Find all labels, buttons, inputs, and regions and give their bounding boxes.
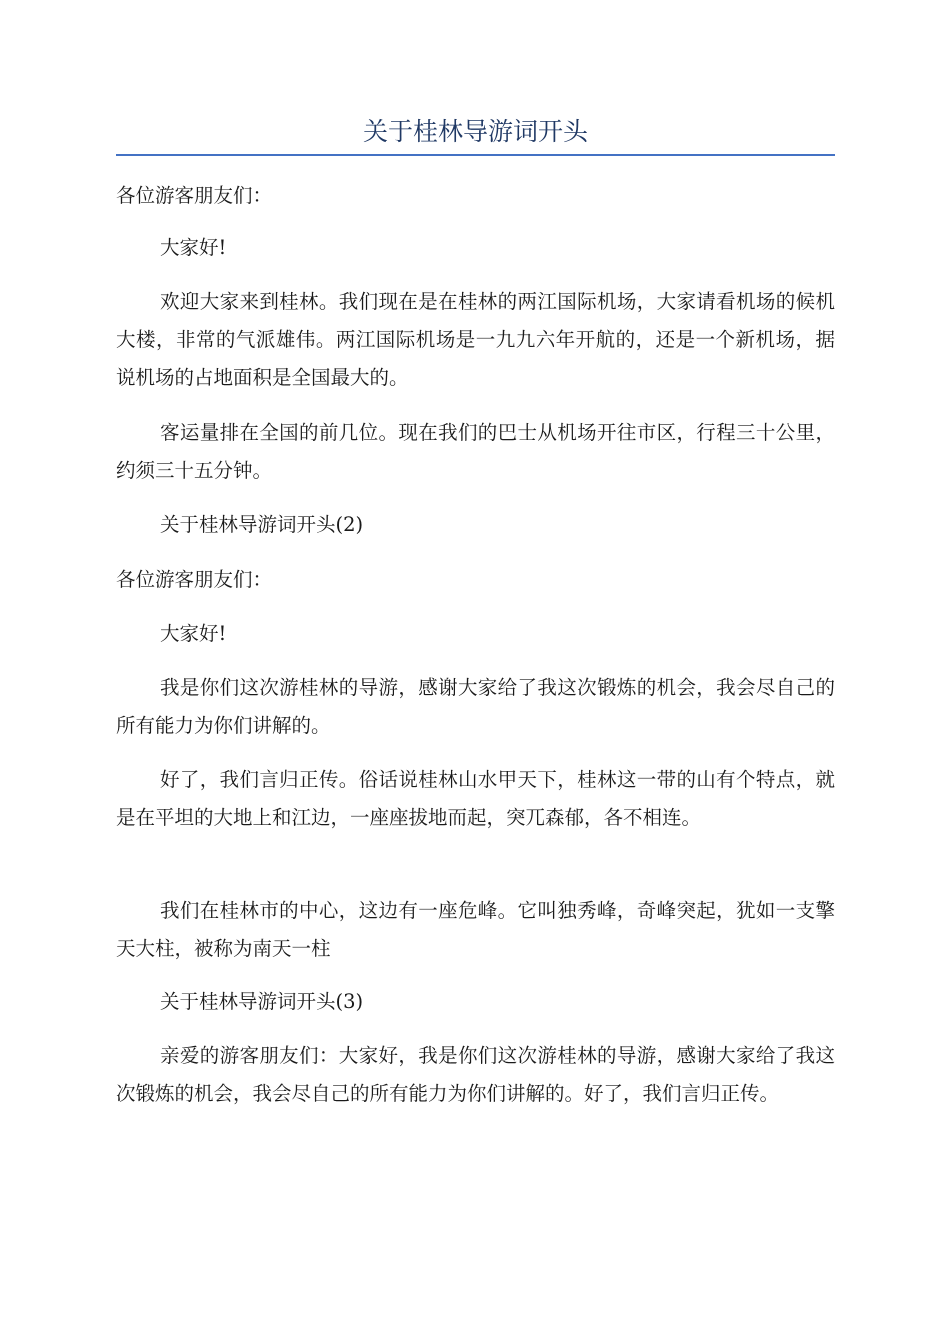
- paragraph-welcome: 欢迎大家来到桂林。我们现在是在桂林的两江国际机场，大家请看机场的候机大楼，非常的气派雄伟。两江国际机场是一九九六年开航的，还是一个新机场，据说机场的占地面积是全国最大的。: [116, 290, 835, 389]
- paragraph-hello: 大家好!: [160, 236, 227, 259]
- paragraph-greeting-2: 各位游客朋友们：: [116, 568, 273, 591]
- paragraph-hello-2: 大家好!: [160, 622, 227, 645]
- paragraph-duxiu-peak: 我们在桂林市的中心，这边有一座危峰。它叫独秀峰，奇峰突起，犹如一支擎天大柱，被称为南天一柱: [116, 899, 835, 960]
- section-heading-3: 关于桂林导游词开头(3): [160, 990, 364, 1013]
- paragraph-mountains: 好了，我们言归正传。俗话说桂林山水甲天下，桂林这一带的山有个特点，就是在平坦的大地上和江边，一座座拔地而起，突兀森郁，各不相连。: [116, 768, 835, 829]
- title-underline: [116, 154, 835, 156]
- paragraph-guide-intro: 我是你们这次游桂林的导游，感谢大家给了我这次锻炼的机会，我会尽自己的所有能力为你们讲解的。: [116, 676, 835, 737]
- document-title: 关于桂林导游词开头: [362, 117, 588, 146]
- paragraph-greeting: 各位游客朋友们：: [116, 184, 273, 207]
- paragraph-closing: 亲爱的游客朋友们：大家好，我是你们这次游桂林的导游，感谢大家给了我这次锻炼的机会，我会尽自己的所有能力为你们讲解的。好了，我们言归正传。: [116, 1044, 835, 1105]
- paragraph-passenger-volume: 客运量排在全国的前几位。现在我们的巴士从机场开往市区，行程三十公里，约须三十五分钟。: [116, 421, 835, 482]
- section-heading-2: 关于桂林导游词开头(2): [160, 513, 364, 536]
